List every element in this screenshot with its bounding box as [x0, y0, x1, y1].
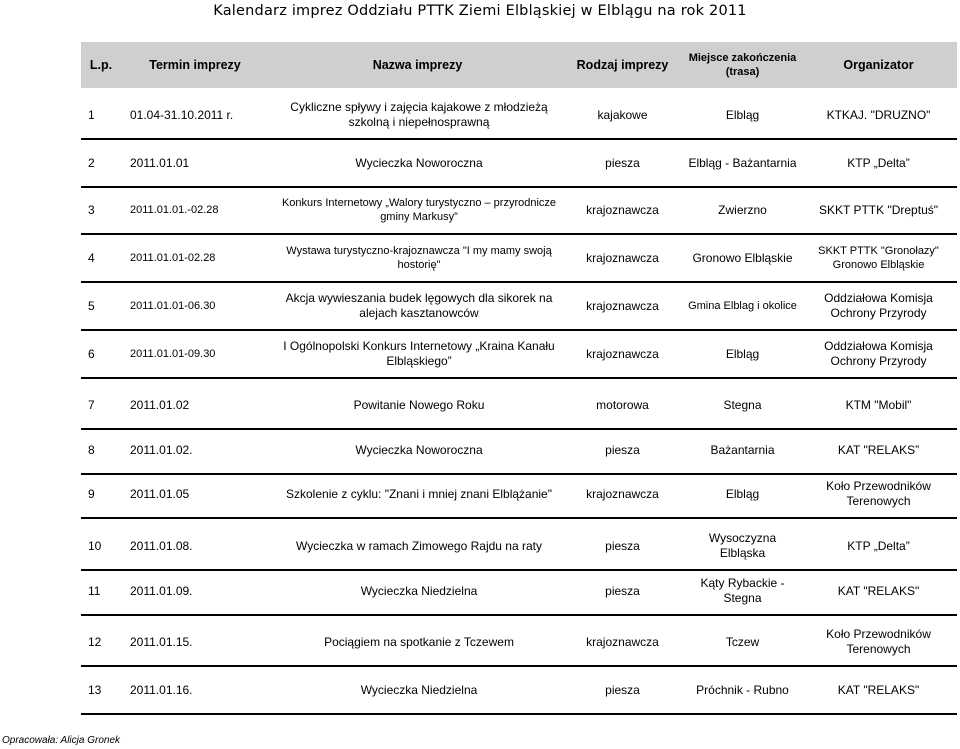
- cell-organizator: KAT "RELAKS”: [837, 442, 920, 457]
- cell-lp: 9: [88, 486, 95, 501]
- cell-miejsce: Wysoczyzna Elbląska: [708, 531, 777, 560]
- cell-miejsce: Gronowo Elbląskie: [692, 250, 793, 265]
- row-separator: [81, 377, 957, 379]
- row-separator: [81, 329, 957, 331]
- cell-termin: 2011.01.01-09.30: [130, 348, 216, 360]
- cell-rodzaj: piesza: [605, 583, 640, 598]
- cell-lp: 6: [88, 346, 95, 361]
- cell-nazwa: Wycieczka Noworoczna: [355, 155, 483, 170]
- cell-nazwa: Pociągiem na spotkanie z Tczewem: [324, 634, 514, 649]
- cell-lp: 5: [88, 298, 95, 313]
- cell-organizator: Koło Przewodników Terenowych: [826, 627, 931, 656]
- cell-nazwa: Wystawa turystyczno-krajoznawcza "I my mamy swoją hostorię": [286, 245, 552, 271]
- cell-organizator: Oddziałowa Komisja Ochrony Przyrody: [824, 291, 933, 320]
- cell-organizator: KTKAJ. "DRUZNO": [826, 107, 931, 122]
- cell-miejsce: Elbląg: [725, 486, 760, 501]
- header-nazwa: Nazwa imprezy: [372, 57, 463, 72]
- cell-termin: 2011.01.01-02.28: [130, 252, 216, 264]
- cell-miejsce: Gmina Elblag i okolice: [688, 300, 797, 312]
- cell-termin: 2011.01.02.: [130, 442, 193, 457]
- cell-rodzaj: krajoznawcza: [586, 250, 659, 265]
- cell-organizator: KAT "RELAKS": [837, 583, 920, 598]
- cell-lp: 13: [88, 682, 102, 697]
- cell-termin: 2011.01.02: [130, 397, 190, 412]
- cell-rodzaj: krajoznawcza: [586, 346, 659, 361]
- cell-rodzaj: krajoznawcza: [586, 486, 659, 501]
- cell-termin: 2011.01.09.: [130, 583, 193, 598]
- cell-organizator: SKKT PTTK "Gronołazy" Gronowo Elbląskie: [818, 245, 939, 271]
- row-separator: [81, 517, 957, 519]
- cell-lp: 12: [88, 634, 102, 649]
- cell-termin: 2011.01.05: [130, 486, 190, 501]
- cell-lp: 1: [88, 107, 95, 122]
- cell-nazwa: Szkolenie z cyklu: "Znani i mniej znani Elblążanie": [286, 486, 552, 501]
- cell-nazwa: Wycieczka Noworoczna: [355, 442, 483, 457]
- cell-nazwa: Wycieczka Niedzielna: [360, 583, 478, 598]
- cell-lp: 11: [88, 583, 101, 598]
- cell-organizator: KTP „Delta”: [847, 155, 910, 170]
- cell-rodzaj: piesza: [605, 442, 640, 457]
- cell-lp: 8: [88, 442, 95, 457]
- cell-nazwa: Konkurs Internetowy „Walory turystyczno – przyrodnicze gminy Markusy”: [281, 197, 557, 223]
- cell-termin: 01.04-31.10.2011 r.: [130, 107, 234, 122]
- row-separator: [81, 665, 957, 667]
- cell-nazwa: Wycieczka Niedzielna: [360, 682, 478, 697]
- cell-termin: 2011.01.08.: [130, 538, 193, 553]
- cell-miejsce: Kąty Rybackie - Stegna: [700, 576, 785, 605]
- row-separator: [81, 138, 957, 140]
- header-termin: Termin imprezy: [149, 57, 241, 72]
- cell-rodzaj: motorowa: [596, 397, 649, 412]
- header-rodzaj: Rodzaj imprezy: [576, 57, 669, 72]
- cell-organizator: SKKT PTTK "Dreptuś": [819, 202, 938, 217]
- cell-nazwa: Powitanie Nowego Roku: [353, 397, 485, 412]
- cell-organizator: Oddziałowa Komisja Ochrony Przyrody: [824, 339, 933, 368]
- cell-nazwa: Wycieczka w ramach Zimowego Rajdu na raty: [296, 538, 542, 553]
- cell-miejsce: Próchnik - Rubno: [696, 682, 789, 697]
- cell-miejsce: Bażantarnia: [710, 442, 775, 457]
- cell-rodzaj: kajakowe: [597, 107, 648, 122]
- cell-termin: 2011.01.01: [130, 155, 190, 170]
- cell-lp: 4: [88, 250, 95, 265]
- cell-lp: 2: [88, 155, 95, 170]
- cell-rodzaj: piesza: [605, 682, 640, 697]
- cell-miejsce: Elbląg: [725, 107, 760, 122]
- cell-miejsce: Tczew: [725, 634, 760, 649]
- cell-miejsce: Elbląg: [725, 346, 760, 361]
- row-separator: [81, 233, 957, 235]
- cell-miejsce: Zwierzno: [718, 202, 767, 217]
- header-miejsce: Miejsce zakończenia (trasa): [688, 52, 797, 78]
- header-organizator: Organizator: [843, 57, 914, 72]
- cell-termin: 2011.01.01-06.30: [130, 300, 216, 312]
- cell-organizator: Koło Przewodników Terenowych: [826, 479, 931, 508]
- cell-rodzaj: krajoznawcza: [586, 298, 659, 313]
- cell-rodzaj: krajoznawcza: [586, 202, 659, 217]
- cell-lp: 10: [88, 538, 102, 553]
- cell-miejsce: Elbląg - Bażantarnia: [688, 155, 797, 170]
- cell-nazwa: I Ogólnopolski Konkurs Internetowy „Kraina Kanału Elbląskiego”: [283, 339, 555, 368]
- page-title: Kalendarz imprez Oddziału PTTK Ziemi Elbląskiej w Elblągu na rok 2011: [213, 3, 747, 19]
- cell-termin: 2011.01.16.: [130, 682, 193, 697]
- cell-nazwa: Cykliczne spływy i zajęcia kajakowe z młodzieżą szkolną i niepełnosprawną: [290, 100, 548, 129]
- row-separator: [81, 713, 957, 715]
- footer-author: Opracowała: Alicja Gronek: [2, 735, 121, 746]
- cell-nazwa: Akcja wywieszania budek lęgowych dla sikorek na alejach kasztanowców: [285, 291, 553, 320]
- cell-lp: 7: [88, 397, 95, 412]
- cell-organizator: KTP „Delta”: [847, 538, 910, 553]
- cell-organizator: KAT "RELAKS": [837, 682, 920, 697]
- cell-rodzaj: piesza: [605, 155, 640, 170]
- cell-termin: 2011.01.01.-02.28: [130, 204, 219, 216]
- cell-lp: 3: [88, 202, 95, 217]
- row-separator: [81, 614, 957, 616]
- cell-miejsce: Stegna: [723, 397, 762, 412]
- cell-organizator: KTM "Mobil": [845, 397, 912, 412]
- row-separator: [81, 281, 957, 283]
- cell-rodzaj: piesza: [605, 538, 640, 553]
- cell-termin: 2011.01.15.: [130, 634, 193, 649]
- cell-rodzaj: krajoznawcza: [586, 634, 659, 649]
- header-lp: L.p.: [89, 57, 113, 72]
